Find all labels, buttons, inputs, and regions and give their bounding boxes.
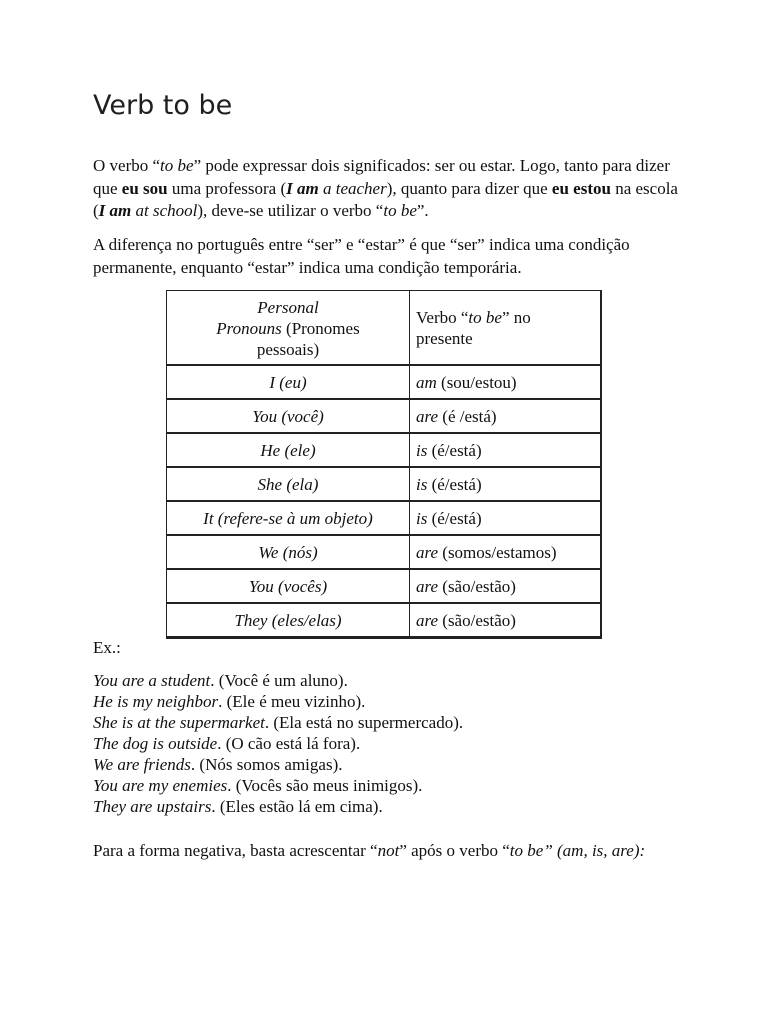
example-line (93, 670, 693, 691)
example-translation: . (Eles estão lá em cima). (211, 797, 383, 816)
example-line (93, 754, 693, 775)
text-run: to be” (am, is, are): (509, 841, 646, 860)
example-line (93, 733, 693, 754)
example-translation: . (Nós somos amigas). (190, 755, 343, 774)
example-english: He is my neighbor (93, 692, 219, 711)
example-english: The dog is outside (93, 734, 218, 753)
verb-cell (410, 604, 602, 639)
verb-meaning: (são/estão) (438, 611, 516, 630)
table-row (167, 604, 602, 639)
text-run: (Pronomes (281, 318, 360, 338)
pronoun-cell: They (eles/elas) (167, 604, 410, 639)
table-row (167, 468, 602, 502)
verb-cell (410, 570, 602, 604)
example-line (93, 775, 693, 796)
pronoun-cell: He (ele) (167, 434, 410, 468)
header-text: Personal (257, 297, 319, 317)
header-text (173, 318, 403, 339)
pronoun-cell: She (ela) (167, 468, 410, 502)
examples-label: Ex.: (93, 638, 121, 657)
verb-meaning: (é/está) (427, 475, 482, 494)
text-run: uma professora ( (167, 178, 287, 198)
example-translation: . (Você é um aluno). (210, 671, 348, 690)
text-run: eu estou (551, 178, 611, 198)
text-run: ”. (416, 201, 429, 220)
table-row (167, 400, 602, 434)
table-row (167, 536, 602, 570)
verb-meaning: (é /está) (438, 407, 497, 426)
text-run: to be (468, 308, 502, 327)
example-translation: . (O cão está lá fora). (217, 734, 361, 753)
text-run: ), deve-se utilizar o verbo “ (197, 201, 384, 220)
verb-form: is (416, 509, 428, 528)
verb-form: is (416, 475, 428, 494)
text-run: ” após o verbo “ (399, 841, 510, 860)
text-run: eu sou (121, 178, 168, 198)
example-translation: . (Vocês são meus inimigos). (227, 776, 423, 795)
text-run: a teacher (318, 178, 387, 198)
pronoun-cell: I (eu) (167, 366, 410, 400)
text-run: at school (131, 201, 198, 220)
example-english: She is at the supermarket (93, 713, 265, 732)
text-run: Verbo “ (416, 308, 469, 327)
table-header-row (167, 291, 602, 366)
example-line (93, 796, 693, 817)
examples-list (93, 670, 693, 817)
text-run: ” no (501, 308, 531, 327)
verb-form: are (416, 611, 439, 630)
verb-form: are (416, 577, 439, 596)
verb-form: is (416, 441, 428, 460)
verb-cell (410, 366, 602, 400)
text-run: I am (286, 178, 319, 198)
verb-meaning: (são/estão) (438, 577, 516, 596)
verb-meaning: (sou/estou) (436, 373, 517, 392)
header-text: pessoais) (256, 339, 320, 359)
table-row (167, 434, 602, 468)
text-run: presente (416, 329, 473, 348)
pronoun-cell: It (refere-se à um objeto) (167, 502, 410, 536)
text-run: not (377, 841, 400, 860)
example-line (93, 691, 693, 712)
pronoun-cell: We (nós) (167, 536, 410, 570)
text-run: O verbo “ (93, 156, 161, 175)
text-run: Para a forma negativa, basta acrescentar “ (93, 841, 378, 860)
verb-cell (410, 502, 602, 536)
table-row (167, 366, 602, 400)
verb-cell (410, 400, 602, 434)
verb-cell (410, 468, 602, 502)
verb-cell (410, 536, 602, 570)
verb-meaning: (somos/estamos) (438, 543, 557, 562)
text-run: Pronouns (216, 318, 282, 338)
verb-meaning: (é/está) (427, 441, 482, 460)
text-run: I am (98, 201, 132, 220)
example-english: We are friends (93, 755, 191, 774)
example-translation: . (Ela está no supermercado). (264, 713, 464, 732)
table-row (167, 502, 602, 536)
text-run: ), quanto para dizer que (386, 178, 552, 198)
text-run: to be (160, 156, 194, 175)
example-english: They are upstairs (93, 797, 212, 816)
negative-form-paragraph (93, 840, 673, 862)
table-row (167, 570, 602, 604)
example-english: You are a student (93, 671, 211, 690)
pronoun-cell: You (vocês) (167, 570, 410, 604)
header-verb-cell (410, 291, 602, 366)
pronoun-cell: You (você) (167, 400, 410, 434)
page-title: Verb to be (93, 90, 233, 121)
example-english: You are my enemies (93, 776, 228, 795)
verb-meaning: (é/está) (427, 509, 482, 528)
difference-paragraph: A diferença no português entre “ser” e “estar” é que “ser” indica uma condição permanente, enquanto “estar” indica uma condição temporária. (93, 235, 630, 277)
example-line (93, 712, 693, 733)
verb-form: am (416, 373, 437, 392)
verb-to-be-table (166, 290, 602, 639)
verb-form: are (416, 543, 439, 562)
verb-form: are (416, 407, 439, 426)
text-run: ” pode expressar dois significados: ser ou estar. Logo, tanto para dizer que (93, 156, 670, 198)
intro-paragraph (93, 155, 693, 223)
text-run: na escola ( (93, 178, 678, 220)
text-run: to be (383, 201, 417, 220)
example-translation: . (Ele é meu vizinho). (218, 692, 366, 711)
header-pronouns-cell (167, 291, 410, 366)
verb-cell (410, 434, 602, 468)
